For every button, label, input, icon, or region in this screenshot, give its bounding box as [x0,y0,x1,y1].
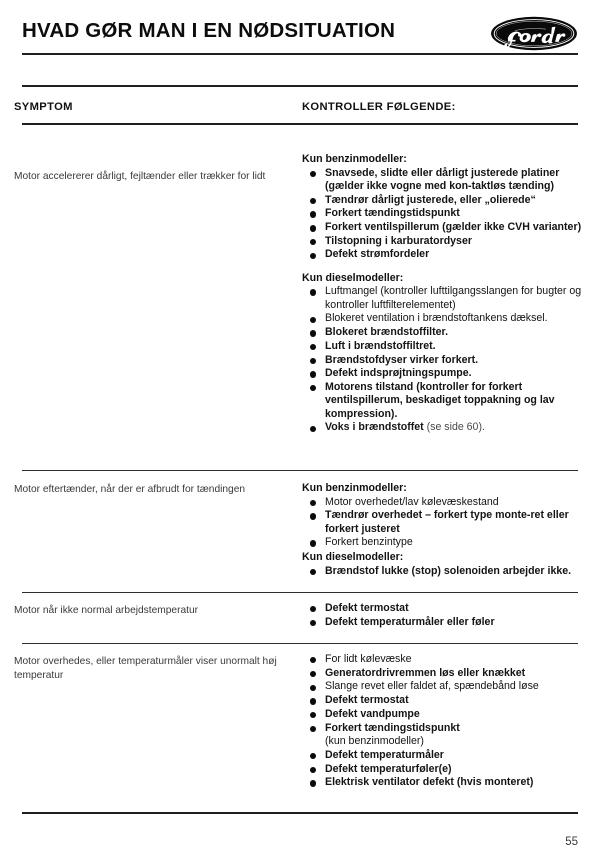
bullet-list [302,167,586,262]
row-separator-rule [22,592,578,593]
list-item [302,285,586,312]
list-item-label: Generatordrivremmen løs eller knækket [325,666,526,679]
list-item-label: Elektrisk ventilator defekt (hvis monteret) [325,776,534,789]
bullet-icon [310,753,316,759]
list-item-label: Voks i brændstoffet [325,421,424,434]
bullet-icon [310,289,316,295]
list-item-label: Tilstopning i karburatordyser [325,234,472,247]
bullet-icon [310,698,316,704]
symptom-text: Motor accelererer dårligt, fejltænder eller trækker for lidt [14,171,266,182]
bullet-icon [310,317,316,323]
group-heading: Kun dieselmodeller: [302,551,404,564]
bullet-icon [310,657,316,663]
list-item-label: Defekt indsprøjtningspumpe. [325,367,472,380]
list-item [302,367,586,380]
list-item-label: Tændrør dårligt justerede, eller „olierede“ [325,193,536,206]
list-item-label: Defekt termostat [325,602,409,614]
list-item-label: Forkert tændingstidspunkt [325,721,460,734]
list-item [302,496,586,509]
ford-logo-icon [490,16,578,51]
list-item [302,749,586,762]
bullet-list [302,653,586,790]
list-item [302,694,586,707]
bullet-icon [310,330,316,336]
list-item [302,340,586,353]
page-bottom-rule [22,812,578,814]
bullet-icon [310,780,316,786]
list-item [302,616,586,629]
list-item [302,536,586,549]
column-header-symptom: SYMPTOM [14,101,73,113]
symptom-text: Motor overhedes, eller temperaturmåler viser unormalt høj temperatur [14,656,277,681]
list-item [302,722,586,735]
list-item-label: Slange revet eller faldet af, spændebånd løse [325,680,539,693]
check-list [302,152,586,435]
bullet-icon [310,540,316,546]
symptom-text: Motor når ikke normal arbejdstemperatur [14,605,199,616]
list-item [302,763,586,776]
list-item [302,194,586,207]
list-item-label: Defekt termostat [325,694,409,707]
list-item [302,312,586,325]
group-heading: Kun benzinmodeller: [302,482,407,494]
symptom-text: Motor eftertænder, når der er afbrudt for tændingen [14,484,246,495]
list-item [302,354,586,367]
list-item-label: Brændstof lukke (stop) solenoiden arbejder ikke. [325,564,572,577]
bullet-icon [310,344,316,350]
bullet-icon [310,500,316,506]
bullet-icon [310,171,316,177]
bullet-icon [310,712,316,718]
list-item-label: Defekt temperaturføler(e) [325,762,452,775]
list-item-label: Snavsede, slidte eller dårligt justerede platiner (gælder ikke vogne med kon-taktløs tænding) [325,166,560,192]
page-header [22,16,578,56]
list-item-label: For lidt kølevæske [325,653,412,665]
bullet-icon [310,358,316,364]
list-item-label: Tændrør overhedet – forkert type monte-ret eller forkert justeret [325,509,569,535]
list-item-label: Blokeret brændstoffilter. [325,326,449,339]
group-heading: Kun benzinmodeller: [302,153,407,165]
list-item [302,680,586,693]
bullet-icon [310,685,316,691]
list-item [302,221,586,234]
bullet-icon [310,211,316,217]
group-heading: Kun dieselmodeller: [302,271,404,284]
bullet-icon [310,513,316,519]
list-item [302,207,586,220]
page-title: HVAD GØR MAN I EN NØDSITUATION [22,19,396,42]
row-separator-rule [22,470,578,471]
list-item [302,421,586,434]
bullet-icon [310,671,316,677]
bullet-icon [310,225,316,231]
list-item [302,653,586,666]
bullet-icon [310,198,316,204]
list-item-label: Defekt strømfordeler [325,248,430,261]
list-item [302,565,586,578]
list-item [302,167,586,194]
list-item-label: Defekt temperaturmåler [325,748,444,761]
list-item-note: (kun benzinmodeller) [325,735,424,748]
column-header-check: KONTROLLER FØLGENDE: [302,101,456,113]
page-number: 55 [565,836,578,848]
list-item-label: Forkert ventilspillerum (gælder ikke CVH varianter) [325,221,582,234]
list-item [302,776,586,789]
list-item-label: Brændstofdyser virker forkert. [325,353,479,366]
list-item-suffix: (se side 60). [423,421,485,434]
list-item-label: Luftmangel (kontroller lufttilgangsslangen for bugter og kontroller luftfilterelementet) [325,285,582,311]
list-item-label: Forkert tændingstidspunkt [325,207,460,220]
check-list [302,602,586,629]
bullet-list [302,602,586,629]
bullet-icon [310,371,316,377]
list-item [302,235,586,248]
bullet-list [302,565,586,578]
list-item [302,248,586,261]
bullet-icon [310,767,316,773]
list-item-label: Luft i brændstoffiltret. [325,339,436,352]
list-item [302,667,586,680]
list-item-label: Motorens tilstand (kontroller for forkert ventilspillerum, beskadiget toppakning og lav kompression). [325,380,555,420]
bullet-icon [310,385,316,391]
header-rule [22,53,578,55]
list-item-label: Blokeret ventilation i brændstoftankens dæksel. [325,312,548,325]
bullet-icon [310,569,316,575]
bullet-list [302,496,586,550]
list-item-label: Defekt temperaturmåler eller føler [325,615,495,628]
bullet-icon [310,426,316,432]
list-item [302,326,586,339]
column-top-rule [22,85,578,87]
bullet-icon [310,253,316,259]
list-item [302,708,586,721]
bullet-icon [310,239,316,245]
check-list [302,653,586,790]
list-item-label: Forkert benzintype [325,536,413,549]
list-item [302,381,586,421]
row-separator-rule [22,643,578,644]
bullet-icon [310,620,316,626]
column-bottom-rule [22,123,578,125]
list-item-label: Motor overhedet/lav kølevæskestand [325,495,499,508]
list-item-label: Defekt vandpumpe [325,707,420,720]
bullet-icon [310,606,316,612]
list-item [302,509,586,536]
check-list [302,481,586,578]
bullet-list [302,285,586,435]
bullet-icon [310,726,316,732]
list-item [302,602,586,615]
